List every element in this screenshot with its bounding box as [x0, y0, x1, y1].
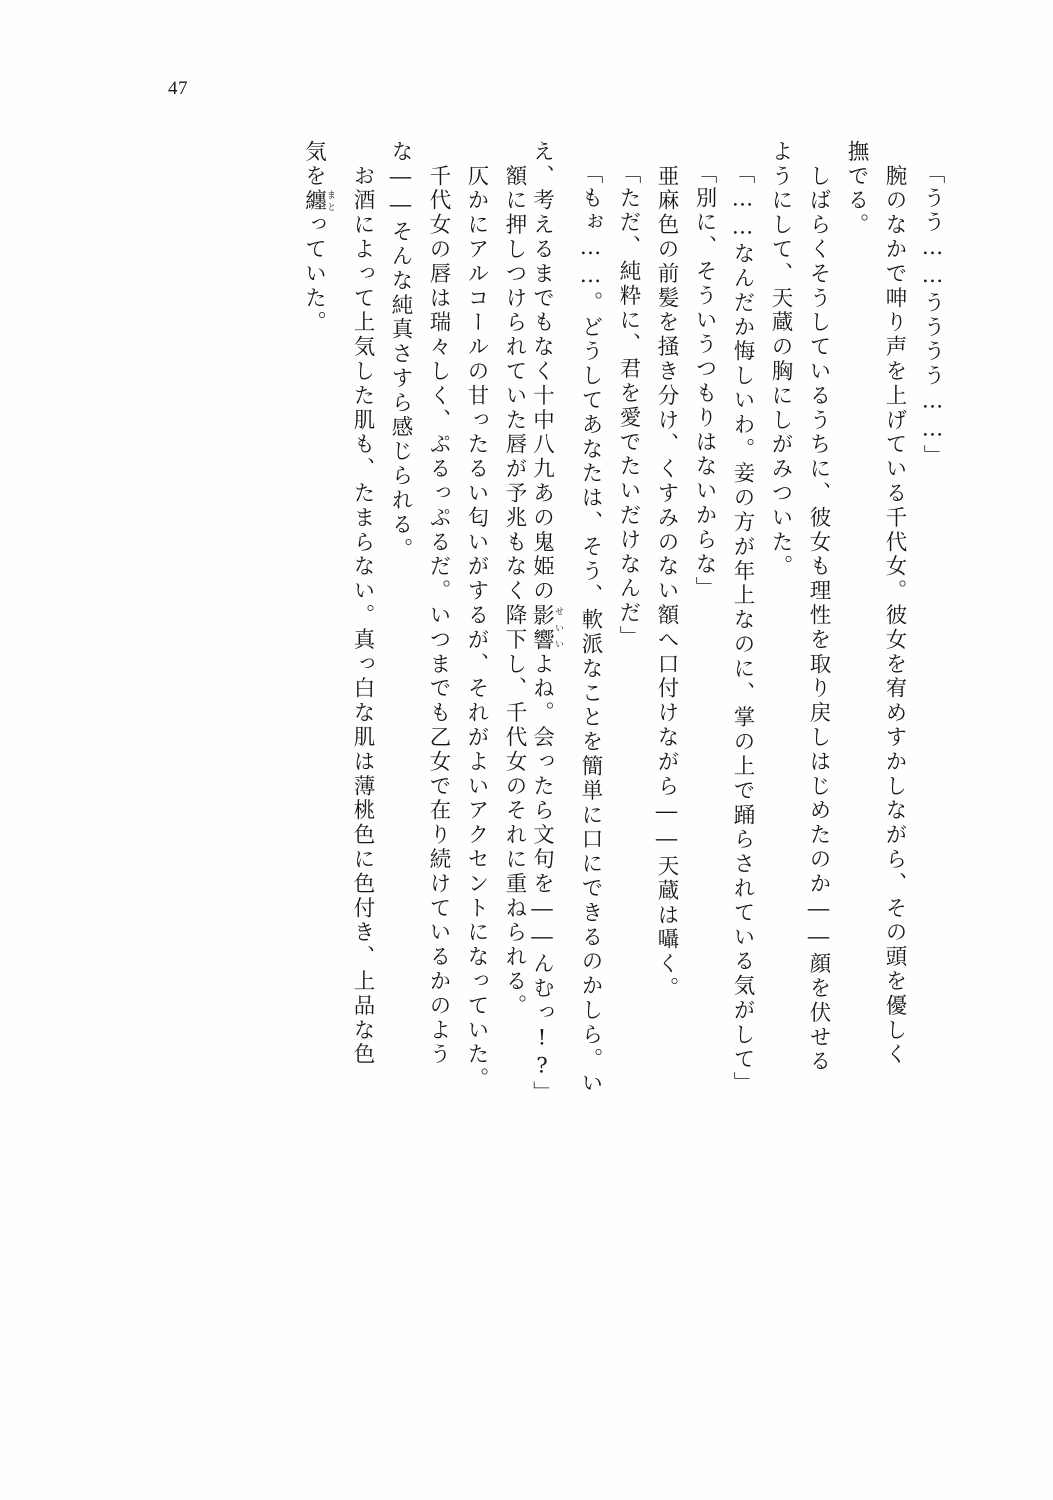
text-line: ようにして、天蔵の胸にしがみついた。 — [768, 140, 793, 580]
ruby-annotation: 影響せいい — [529, 603, 563, 653]
text-line: 千代女の唇は瑞々しく、ぷるっぷるだ。いつまでも乙女で在り続けているかのよう — [426, 140, 451, 1068]
text-line: え、考えるまでもなく十中八九あの鬼姫の影響せいいよね。会ったら文句を――んむっ!?」 — [529, 140, 563, 1106]
page-number: 47 — [168, 78, 188, 99]
text-line: 「ただ、純粋に、君を愛でたいだけなんだ」 — [616, 162, 641, 650]
text-line: 腕のなかで呻り声を上げている千代女。彼女を宥めすかしながら、その頭を優しく — [882, 140, 907, 1068]
vertical-text-block — [297, 140, 943, 1385]
text-line: な――そんな純真さすら感じられる。 — [388, 140, 413, 562]
text-line: 気を纏まとっていた。 — [301, 140, 335, 336]
ruby-annotation: 纏まと — [301, 188, 335, 214]
text-line: お酒によって上気した肌も、たまらない。真っ白な肌は薄桃色に色付き、上品な色 — [350, 140, 375, 1068]
text-line: 「……なんだか悔しいわ。妾の方が年上なのに、掌の上で踊らされている気がして」 — [730, 162, 755, 1097]
text-line: 「うう……うううう……」 — [920, 162, 945, 469]
text-line: 亜麻色の前髪を掻き分け、くすみのない額へ口付けながら――天蔵は囁く。 — [654, 140, 679, 1001]
text-line: 「もぉ……。どうしてあなたは、そう、軟派なことを簡単に口にできるのかしら。い — [578, 162, 603, 1097]
text-line: しばらくそうしているうちに、彼女も理性を取り戻しはじめたのか――顔を伏せる — [806, 140, 831, 1075]
text-line: 額に押しつけられていた唇が予兆もなく降下し、千代女のそれに重ねられる。 — [502, 140, 527, 1019]
text-line: 撫でる。 — [844, 140, 869, 238]
text-line: 「別に、そういうつもりはないからな」 — [692, 162, 717, 602]
text-line: 仄かにアルコールの甘ったるい匂いがするが、それがよいアクセントになっていた。 — [464, 140, 489, 1092]
